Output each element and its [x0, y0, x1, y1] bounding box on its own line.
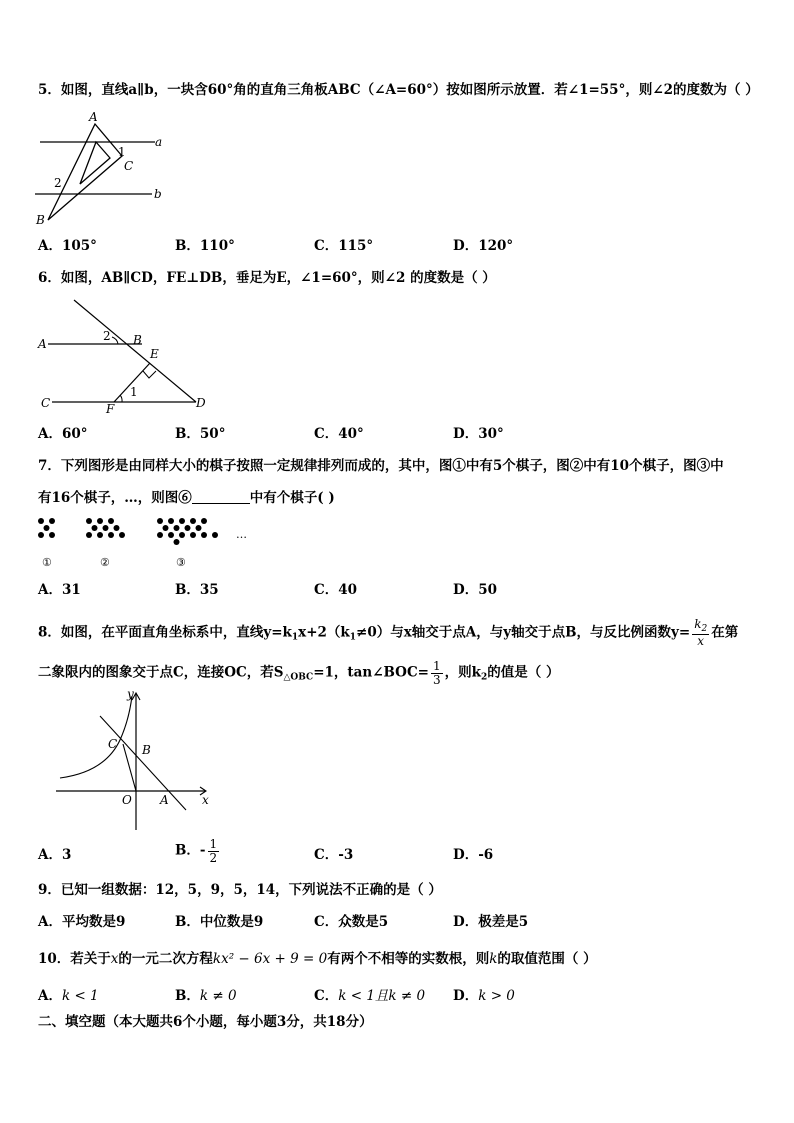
q7-answer-blank — [192, 491, 250, 504]
q7-pattern-3 — [157, 518, 218, 545]
q8-line2-part1: 二象限内的图象交于点C，连接OC，若S — [38, 664, 284, 681]
q9-option-b[interactable]: B．中位数是9 — [175, 914, 264, 930]
q5-label-b: b — [154, 187, 162, 201]
q7-caption-3: ③ — [176, 556, 186, 569]
q7-figure — [34, 516, 264, 572]
q8-option-d[interactable]: D．-6 — [453, 847, 494, 863]
q9-option-c[interactable]: C．众数是5 — [314, 914, 389, 930]
q7-option-a[interactable]: A．31 — [38, 582, 81, 598]
q8-line1-part1: 8．如图，在平面直角坐标系中，直线y=k — [38, 624, 292, 641]
q6-label-1: 1 — [130, 385, 138, 399]
q6-label-B: B — [133, 333, 142, 347]
q8-fraction-k2-over-x: $\frac{k_2}{x}$ — [694, 617, 708, 649]
q8-line2-part3: ，则k — [444, 664, 481, 681]
q8-sub-k2: 2 — [481, 672, 488, 683]
q8-label-O: O — [122, 793, 132, 807]
q7-option-d[interactable]: D．50 — [453, 582, 497, 598]
q10-option-c[interactable]: C．k < 1且k ≠ 0 — [314, 988, 426, 1004]
q5-option-b[interactable]: B．110° — [175, 238, 235, 254]
q8-option-c[interactable]: C．-3 — [314, 847, 354, 863]
q10-equation: kx² − 6x + 9 = 0 — [212, 951, 328, 967]
q5-label-C: C — [124, 159, 134, 173]
section-2-heading: 二、填空题（本大题共6个小题，每小题3分，共18分） — [38, 1014, 373, 1030]
q5-option-a[interactable]: A．105° — [38, 238, 97, 254]
q10-option-a[interactable]: A．k < 1 — [38, 988, 99, 1004]
q8-sub-1: 1 — [291, 632, 299, 643]
q10-var-k: k — [489, 951, 498, 967]
q8-text-line2 — [38, 660, 559, 686]
q7-pattern-2 — [86, 518, 125, 538]
q8-option-b-fraction: $\frac{1}{2}$ — [209, 837, 218, 865]
q8-line2-part4: 的值是（ ） — [487, 664, 560, 681]
q8-line1-part4: 在第 — [711, 624, 739, 641]
q6-option-a[interactable]: A．60° — [38, 426, 88, 442]
q8-text-line1 — [38, 618, 738, 648]
q5-label-a: a — [155, 135, 163, 149]
q8-label-A: A — [160, 793, 169, 807]
q7-pattern-1 — [38, 518, 55, 538]
q10-option-a-expr: k < 1 — [61, 988, 99, 1004]
q6-label-2: 2 — [103, 329, 111, 343]
q6-option-b[interactable]: B．50° — [175, 426, 226, 442]
q5-text: 5．如图，直线a∥b，一块含60°角的直角三角板ABC（∠A=60°）按如图所示放置．若∠1=55°，则∠2的度数为（ ） — [38, 82, 759, 98]
q8-label-C: C — [108, 737, 118, 751]
q8-fraction-one-third: $\frac{1}{3}$ — [433, 659, 441, 687]
q9-option-d[interactable]: D．极差是5 — [453, 914, 529, 930]
q7-option-b[interactable]: B．35 — [175, 582, 219, 598]
q9-option-a[interactable]: A．平均数是9 — [38, 914, 126, 930]
q8-option-a[interactable]: A．3 — [38, 847, 72, 863]
q10-part2: 的一元二次方程 — [118, 951, 213, 967]
q10-option-d[interactable]: D．k > 0 — [453, 988, 515, 1004]
q5-option-c[interactable]: C．115° — [314, 238, 374, 254]
q6-option-d[interactable]: D．30° — [453, 426, 504, 442]
q5-label-B: B — [36, 213, 45, 227]
q5-label-2: 2 — [54, 176, 62, 190]
q7-caption-2: ② — [100, 556, 110, 569]
q8-option-b[interactable] — [175, 838, 221, 864]
q9-text: 9．已知一组数据：12，5，9，5，14，下列说法不正确的是（ ） — [38, 882, 442, 898]
q6-label-E: E — [150, 347, 159, 361]
q8-line1-part3: ≠0）与x轴交于点A，与y轴交于点B，与反比例函数y= — [356, 624, 691, 641]
q10-text — [38, 953, 597, 967]
q10-option-d-expr: k > 0 — [478, 988, 515, 1004]
q10-part3: 有两个不相等的实数根，则 — [327, 951, 490, 967]
q10-part1: 10．若关于 — [38, 951, 111, 967]
q5-label-A: A — [89, 110, 98, 124]
q10-option-b[interactable]: B．k ≠ 0 — [175, 988, 237, 1004]
q10-part4: 的取值范围（ ） — [497, 951, 597, 967]
q6-label-A: A — [38, 337, 47, 351]
q6-text: 6．如图，AB∥CD，FE⊥DB，垂足为E，∠1=60°，则∠2 的度数是（ ） — [38, 270, 496, 286]
q10-option-b-expr: k ≠ 0 — [199, 988, 237, 1004]
q6-figure — [34, 296, 224, 416]
q8-label-x: x — [202, 793, 209, 807]
q5-figure — [30, 108, 180, 230]
q7-text-line2 — [38, 491, 335, 506]
q8-line1-part2: x+2（k — [298, 624, 350, 641]
q7-caption-1: ① — [42, 556, 52, 569]
q7-ellipsis: … — [236, 528, 247, 541]
q10-option-c-expr: k < 1且k ≠ 0 — [338, 988, 426, 1004]
q10-var-x: x — [110, 951, 119, 967]
q7-text-line2b: 中有个棋子( ) — [249, 490, 335, 506]
q5-option-d[interactable]: D．120° — [453, 238, 514, 254]
q8-figure — [50, 686, 220, 836]
q7-text-line2a: 有16个棋子，…，则图⑥ — [38, 490, 192, 506]
q8-line2-part2: =1，tan∠BOC= — [313, 664, 429, 681]
q6-option-c[interactable]: C．40° — [314, 426, 364, 442]
q8-sub-1b: 1 — [349, 632, 357, 643]
q7-option-c[interactable]: C．40 — [314, 582, 358, 598]
q6-label-D: D — [196, 396, 206, 410]
q6-label-C: C — [41, 396, 51, 410]
q5-label-1: 1 — [118, 145, 126, 159]
q6-label-F: F — [106, 402, 115, 416]
q8-label-y: y — [127, 687, 134, 701]
q8-label-B: B — [142, 743, 151, 757]
q8-sub-obc: △OBC — [283, 672, 314, 683]
q7-text-line1: 7．下列图形是由同样大小的棋子按照一定规律排列而成的，其中，图①中有5个棋子，图②中有10个棋子，图③中 — [38, 458, 724, 474]
q8-option-b-label: B．- — [175, 842, 206, 859]
